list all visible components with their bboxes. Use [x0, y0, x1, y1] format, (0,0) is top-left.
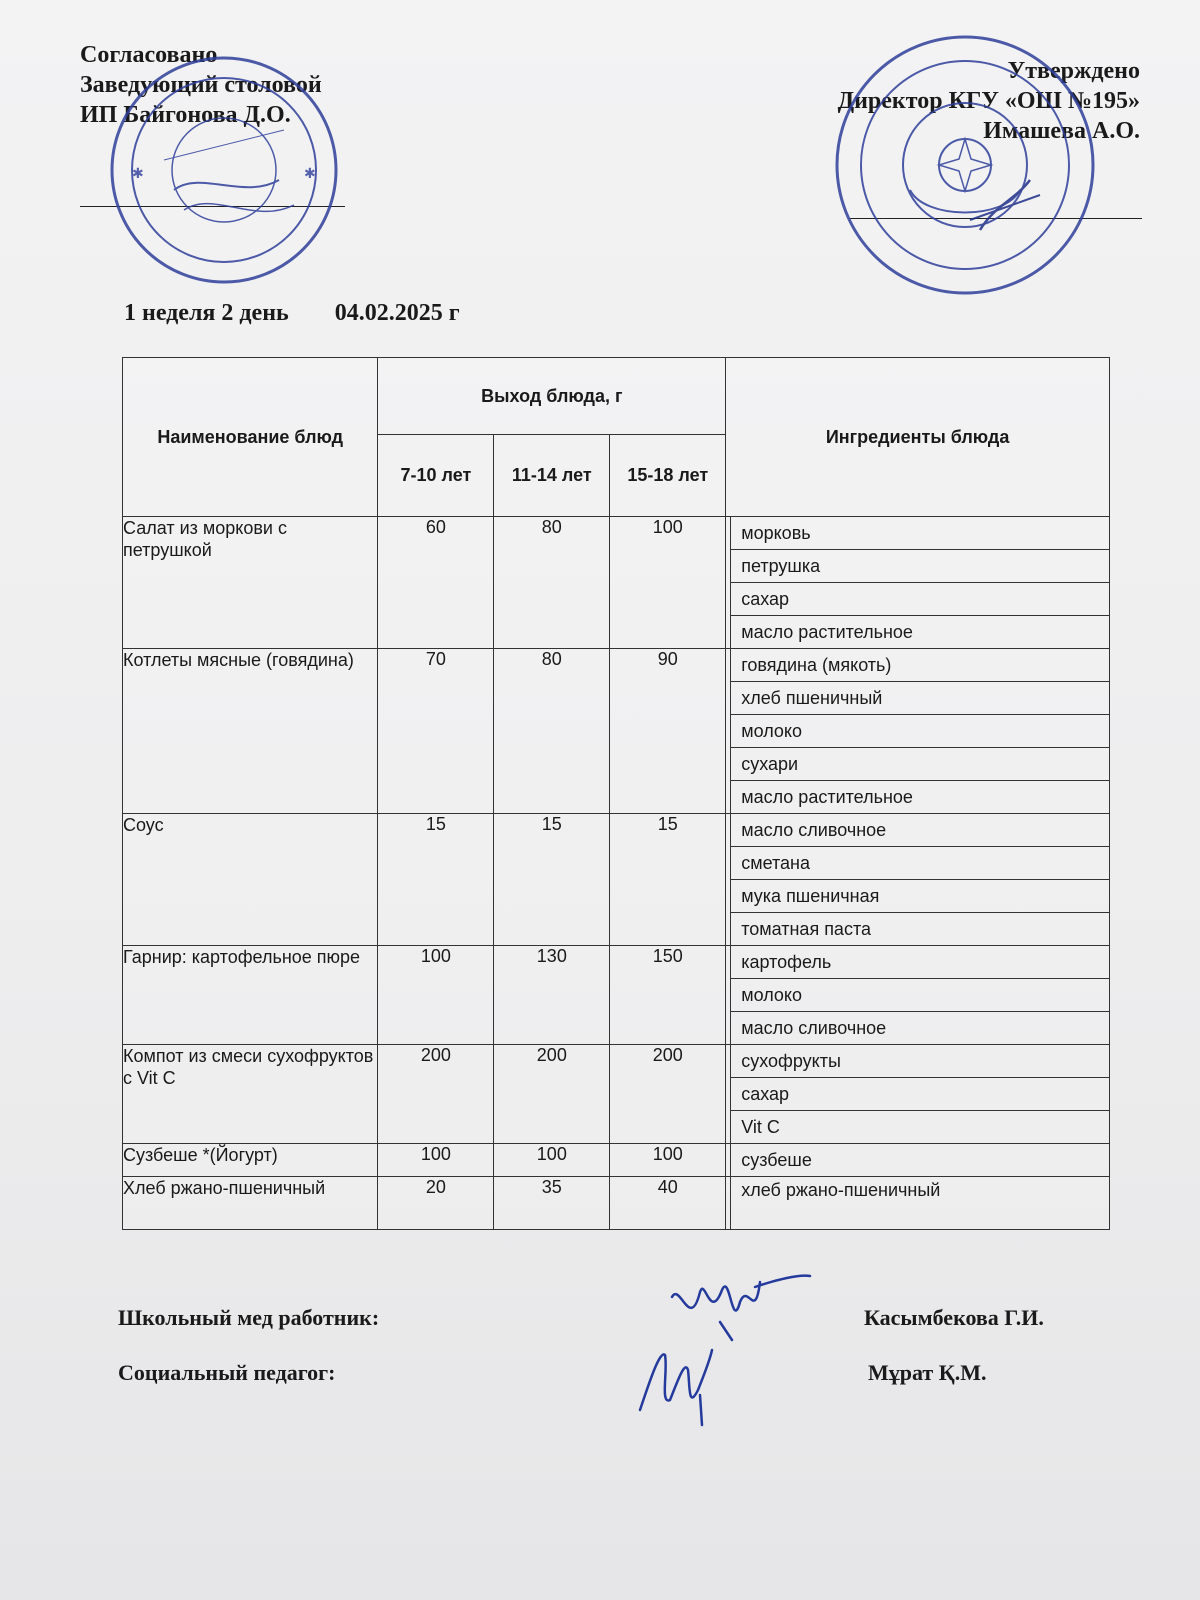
social-teacher-name: Мұрат Қ.М. [868, 1360, 987, 1385]
ingredient: масло сливочное [730, 1012, 1109, 1044]
ingredient-list [726, 946, 1109, 1044]
ingredient: говядина (мякоть) [730, 649, 1109, 682]
portion-11-14: 100 [494, 1144, 610, 1177]
ingredient-list [726, 517, 1109, 648]
dish-name: Котлеты мясные (говядина) [123, 649, 378, 814]
confirmed-label: Утверждено [1007, 58, 1140, 84]
ingredient: масло растительное [730, 781, 1109, 813]
ingredient: масло растительное [730, 616, 1109, 648]
table-row [123, 814, 1110, 946]
menu-day-line [124, 300, 500, 327]
dish-name: Сузбеше *(Йогурт) [123, 1144, 378, 1177]
portion-7-10: 100 [378, 946, 494, 1045]
ingredient-list [726, 1144, 1109, 1176]
ingredient: мука пшеничная [730, 880, 1109, 913]
approved-label: Согласовано [80, 42, 218, 68]
menu-date: 04.02.2025 г [334, 300, 460, 326]
portion-7-10: 60 [378, 517, 494, 649]
portion-15-18: 150 [610, 946, 726, 1045]
medic-signature-icon [660, 1262, 820, 1342]
portion-15-18: 200 [610, 1045, 726, 1144]
ingredient: сузбеше [730, 1144, 1109, 1176]
ingredient: морковь [730, 517, 1109, 550]
dish-name: Компот из смеси сухофруктов с Vit C [123, 1045, 378, 1144]
ingredient: масло сливочное [730, 814, 1109, 847]
table-row [123, 517, 1110, 649]
header-age-7-10: 7-10 лет [378, 435, 494, 517]
portion-7-10: 200 [378, 1045, 494, 1144]
header-output: Выход блюда, г [378, 358, 726, 435]
menu-table [122, 357, 1110, 1230]
header-age-11-14: 11-14 лет [494, 435, 610, 517]
ingredient: сахар [730, 1078, 1109, 1111]
portion-15-18: 90 [610, 649, 726, 814]
header-ingredients: Ингредиенты блюда [726, 358, 1110, 517]
social-teacher-label: Социальный педагог: [118, 1360, 336, 1385]
table-row [123, 649, 1110, 814]
medic-label: Школьный мед работник: [118, 1305, 380, 1330]
table-row [123, 1177, 1110, 1230]
dish-name: Салат из моркови с петрушкой [123, 517, 378, 649]
portion-7-10: 20 [378, 1177, 494, 1230]
table-row [123, 1045, 1110, 1144]
header-age-15-18: 15-18 лет [610, 435, 726, 517]
portion-15-18: 100 [610, 1144, 726, 1177]
ingredient: молоко [730, 715, 1109, 748]
dish-name: Соус [123, 814, 378, 946]
portion-7-10: 100 [378, 1144, 494, 1177]
ingredient: молоко [730, 979, 1109, 1012]
svg-text:✱: ✱ [132, 166, 144, 182]
table-row [123, 946, 1110, 1045]
portion-11-14: 200 [494, 1045, 610, 1144]
ingredient: хлеб пшеничный [730, 682, 1109, 715]
ingredient-list [726, 1045, 1109, 1143]
dish-name: Хлеб ржано-пшеничный [123, 1177, 378, 1230]
ingredient-list [726, 649, 1109, 813]
header-dish-name: Наименование блюд [123, 358, 378, 517]
portion-11-14: 15 [494, 814, 610, 946]
ingredient-list [726, 1177, 1109, 1229]
portion-7-10: 70 [378, 649, 494, 814]
social-signature-icon [630, 1340, 720, 1430]
portion-7-10: 15 [378, 814, 494, 946]
week-day-label: 1 неделя 2 день [124, 300, 289, 326]
director-title: Директор КГУ «ОШ №195» [837, 88, 1140, 114]
stamp-left-icon [104, 50, 344, 290]
ingredient-list [726, 814, 1109, 945]
ingredient: сметана [730, 847, 1109, 880]
ingredient: сухофрукты [730, 1045, 1109, 1078]
table-row [123, 1144, 1110, 1177]
portion-15-18: 100 [610, 517, 726, 649]
dish-name: Гарнир: картофельное пюре [123, 946, 378, 1045]
ingredient: петрушка [730, 550, 1109, 583]
ingredient: томатная паста [730, 913, 1109, 945]
portion-11-14: 80 [494, 517, 610, 649]
canteen-head-name: ИП Байгонова Д.О. [80, 102, 291, 128]
portion-15-18: 15 [610, 814, 726, 946]
medic-name: Касымбекова Г.И. [864, 1305, 1044, 1330]
portion-11-14: 35 [494, 1177, 610, 1230]
portion-15-18: 40 [610, 1177, 726, 1230]
ingredient: сахар [730, 583, 1109, 616]
portion-11-14: 80 [494, 649, 610, 814]
portion-11-14: 130 [494, 946, 610, 1045]
stamp-right-icon [830, 30, 1100, 300]
ingredient: Vit C [730, 1111, 1109, 1143]
ingredient: хлеб ржано-пшеничный [730, 1177, 1109, 1229]
canteen-head-title: Заведующий столовой [80, 72, 322, 98]
svg-text:✱: ✱ [304, 166, 316, 182]
director-name: Имашева А.О. [983, 118, 1140, 144]
ingredient: сухари [730, 748, 1109, 781]
ingredient: картофель [730, 946, 1109, 979]
